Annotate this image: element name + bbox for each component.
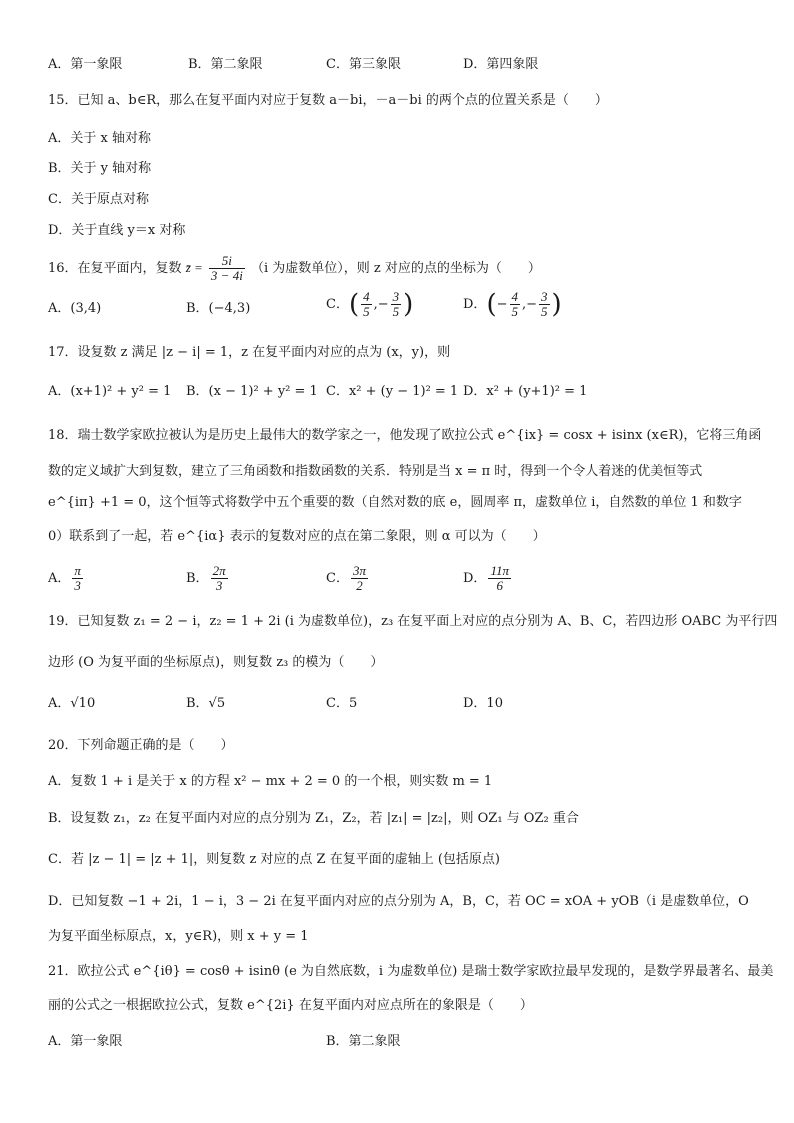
q14-option-a[interactable]: A．第一象限: [48, 57, 123, 72]
q20-option-b[interactable]: B．设复数 z₁，z₂ 在复平面内对应的点分别为 Z₁，Z₂，若 |z₁| = |z₂|，则 OZ₁ 与 OZ₂ 重合: [48, 811, 579, 826]
q20-option-d-line1[interactable]: D．已知复数 −1 + 2i，1 − i，3 − 2i 在复平面内对应的点分别为 A，B，C，若 OC = xOA + yOB（i 是虚数单位，O: [48, 894, 749, 909]
q20-stem: 20．下列命题正确的是（ ）: [48, 738, 234, 753]
q16-frac-den: 3 − 4i: [210, 268, 243, 283]
q18-a-frac: $\frac{\pi}{3}$: [74, 563, 81, 593]
q14-option-b[interactable]: B．第二象限: [188, 57, 263, 72]
q14-option-d[interactable]: D．第四象限: [463, 57, 539, 72]
q19-option-c[interactable]: C．5: [326, 696, 358, 711]
q15-option-d[interactable]: D．关于直线 y＝x 对称: [48, 223, 186, 238]
q19-option-d[interactable]: D．10: [463, 696, 503, 711]
q17-option-c[interactable]: C．x² + (y − 1)² = 1: [326, 384, 459, 399]
q18-option-d[interactable]: D． $\frac{11\pi}{6}$: [463, 563, 509, 593]
q16-option-a[interactable]: A．(3,4): [48, 301, 102, 316]
q18-line2: 数的定义域扩大到复数，建立了三角函数和指数函数的关系．特别是当 x = π 时，得到一个令人着迷的优美恒等式: [48, 464, 703, 479]
q15-stem: 15．已知 a、b∈R，那么在复平面内对应于复数 a－bi，－a－bi 的两个点的位置关系是（ ）: [48, 93, 608, 108]
q16-stem-a: 16．在复平面内，复数: [48, 261, 182, 276]
q16-option-b[interactable]: B．(−4,3): [186, 301, 251, 316]
q17-option-d[interactable]: D．x² + (y+1)² = 1: [463, 384, 588, 399]
q21-option-b[interactable]: B．第二象限: [326, 1034, 401, 1049]
q21-line1: 21．欧拉公式 e^{iθ} = cosθ + isinθ (e 为自然底数，i 为虚数单位) 是瑞士数学家欧拉最早发现的，是数学界最著名、最美: [48, 964, 774, 979]
q15-option-b[interactable]: B．关于 y 轴对称: [48, 161, 152, 176]
q20-option-a[interactable]: A．复数 1 + i 是关于 x 的方程 x² − mx + 2 = 0 的一个根，则实数 m = 1: [48, 774, 493, 789]
q14-option-c[interactable]: C．第三象限: [326, 57, 401, 72]
q15-option-c[interactable]: C．关于原点对称: [48, 192, 149, 207]
q16-option-c[interactable]: C．( $\frac{4}{5}$ ,− $\frac{3}{5}$ ): [326, 289, 414, 320]
q15-option-a[interactable]: A．关于 x 轴对称: [48, 131, 151, 146]
q21-option-a[interactable]: A．第一象限: [48, 1034, 123, 1049]
q16-option-d-label: D．: [463, 297, 487, 312]
q17-stem: 17．设复数 z 满足 |z − i| = 1，z 在复平面内对应的点为 (x，y)，则: [48, 345, 451, 360]
q21-line2: 丽的公式之一根据欧拉公式，复数 e^{2i} 在复平面内对应点所在的象限是（ ）: [48, 998, 533, 1013]
q16-option-c-label: C．: [326, 297, 349, 312]
q19-line2: 边形 (O 为复平面的坐标原点)，则复数 z₃ 的模为（ ）: [48, 655, 384, 670]
q19-line1: 19．已知复数 z₁ = 2 − i，z₂ = 1 + 2i (i 为虚数单位)，z₃ 在复平面上对应的点分别为 A、B、C，若四边形 OABC 为平行四: [48, 614, 778, 629]
q18-d-frac: $\frac{11\pi}{6}$: [490, 563, 509, 593]
q19-option-a[interactable]: A．√10: [48, 696, 96, 711]
q18-option-b[interactable]: B． $\frac{2\pi}{3}$: [186, 563, 226, 593]
q18-option-c[interactable]: C． $\frac{3\pi}{2}$: [326, 563, 366, 593]
q20-option-d-line2: 为复平面坐标原点，x，y∈R)，则 x + y = 1: [48, 929, 309, 944]
q16-fraction: [209, 254, 245, 283]
q18-line1: 18．瑞士数学家欧拉被认为是历史上最伟大的数学家之一，他发现了欧拉公式 e^{ix} = cosx + isinx (x∈R)，它将三角函: [48, 428, 762, 443]
q18-line3: e^{iπ} +1 = 0，这个恒等式将数学中五个重要的数（自然对数的底 e，圆周率 π，虚数单位 i，自然数的单位 1 和数字: [48, 495, 742, 510]
q16-stem: [48, 254, 541, 283]
q16-stem-b: （i 为虚数单位），则 z 对应的点的坐标为（ ）: [250, 261, 541, 276]
q18-option-a[interactable]: A． $\frac{\pi}{3}$: [48, 563, 81, 593]
q17-option-a[interactable]: A．(x+1)² + y² = 1: [48, 384, 172, 399]
q19-option-b[interactable]: B．√5: [186, 696, 226, 711]
q17-option-b[interactable]: B．(x − 1)² + y² = 1: [186, 384, 318, 399]
q18-line4: 0）联系到了一起，若 e^{iα} 表示的复数对应的点在第二象限，则 α 可以为（ ）: [48, 529, 546, 544]
q16-zbar: z̄ =: [185, 260, 203, 275]
q16-d-frac1: $\frac{4}{5}$: [511, 289, 518, 319]
q20-option-c[interactable]: C．若 |z − 1| = |z + 1|，则复数 z 对应的点 Z 在复平面的虚轴上 (包括原点): [48, 852, 500, 867]
q18-b-frac: $\frac{2\pi}{3}$: [212, 563, 226, 593]
q16-d-frac2: $\frac{3}{5}$: [541, 289, 548, 319]
q16-option-d[interactable]: D．(− $\frac{4}{5}$ ,− $\frac{3}{5}$ ): [463, 289, 562, 320]
q18-c-frac: $\frac{3\pi}{2}$: [352, 563, 366, 593]
q16-frac-num: 5i: [209, 254, 245, 269]
q16-c-frac2: $\frac{3}{5}$: [392, 289, 400, 319]
q16-c-frac1: $\frac{4}{5}$: [363, 289, 370, 319]
